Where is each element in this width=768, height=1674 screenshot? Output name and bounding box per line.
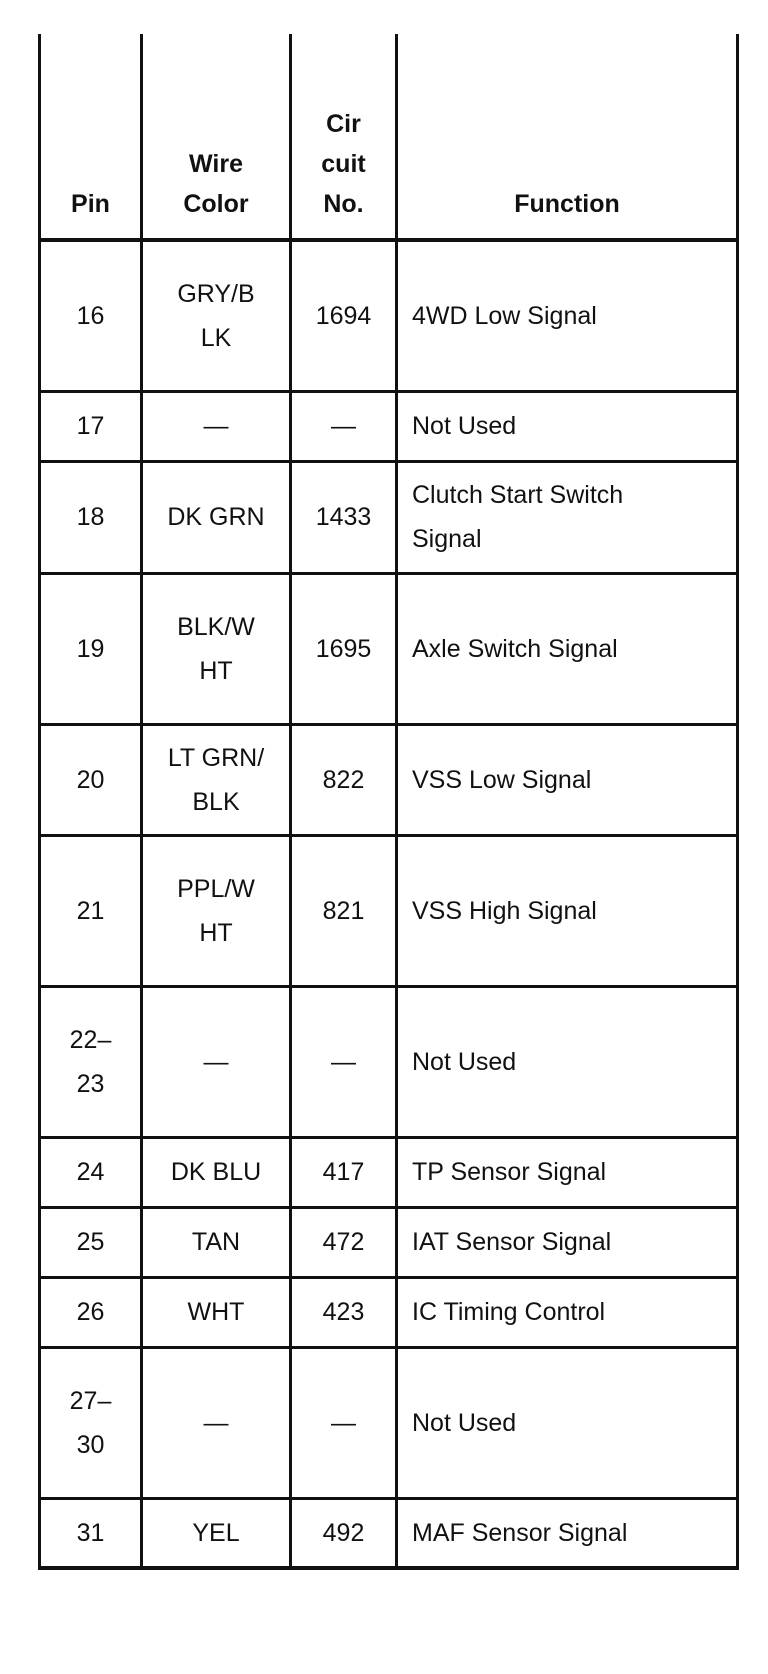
wire-color-cell: DK BLU	[142, 1137, 291, 1207]
table-row	[40, 240, 738, 391]
function-cell: IAT Sensor Signal	[397, 1207, 738, 1277]
circuit-cell: 417	[291, 1137, 397, 1207]
circuit-cell: 1433	[291, 461, 397, 573]
wire-color-cell: PPL/W HT	[142, 835, 291, 986]
pin-cell: 26	[40, 1277, 142, 1347]
function-cell: IC Timing Control	[397, 1277, 738, 1347]
function-cell: VSS High Signal	[397, 835, 738, 986]
table-row	[40, 986, 738, 1137]
wire-color-cell: BLK/W HT	[142, 573, 291, 724]
circuit-cell: —	[291, 391, 397, 461]
pin-cell: 17	[40, 391, 142, 461]
circuit-cell: —	[291, 1347, 397, 1498]
wire-color-cell: TAN	[142, 1207, 291, 1277]
function-cell: Axle Switch Signal	[397, 573, 738, 724]
table-row	[40, 1137, 738, 1207]
circuit-cell: 492	[291, 1498, 397, 1568]
wire-color-cell: —	[142, 986, 291, 1137]
pin-cell: 19	[40, 573, 142, 724]
wire-color-cell: WHT	[142, 1277, 291, 1347]
circuit-cell: 822	[291, 724, 397, 835]
pin-cell: 16	[40, 240, 142, 391]
header-wire-color: Wire Color	[142, 34, 291, 240]
table-row	[40, 1277, 738, 1347]
pin-cell: 27– 30	[40, 1347, 142, 1498]
wire-color-cell: —	[142, 391, 291, 461]
wire-color-cell: LT GRN/ BLK	[142, 724, 291, 835]
table-row	[40, 1347, 738, 1498]
table-row	[40, 835, 738, 986]
circuit-cell: 472	[291, 1207, 397, 1277]
function-cell: Clutch Start Switch Signal	[397, 461, 738, 573]
table-header-row	[40, 34, 738, 240]
circuit-cell: 1695	[291, 573, 397, 724]
function-cell: VSS Low Signal	[397, 724, 738, 835]
table-row	[40, 724, 738, 835]
circuit-cell: 1694	[291, 240, 397, 391]
function-cell: MAF Sensor Signal	[397, 1498, 738, 1568]
wire-color-cell: GRY/B LK	[142, 240, 291, 391]
wire-color-cell: —	[142, 1347, 291, 1498]
table-row	[40, 1498, 738, 1568]
pin-cell: 21	[40, 835, 142, 986]
circuit-cell: 423	[291, 1277, 397, 1347]
table-row	[40, 573, 738, 724]
header-circuit-no: Cir cuit No.	[291, 34, 397, 240]
function-cell: 4WD Low Signal	[397, 240, 738, 391]
function-cell: Not Used	[397, 391, 738, 461]
function-cell: Not Used	[397, 986, 738, 1137]
pin-cell: 25	[40, 1207, 142, 1277]
table-row	[40, 461, 738, 573]
wire-color-cell: YEL	[142, 1498, 291, 1568]
pin-cell: 31	[40, 1498, 142, 1568]
pin-cell: 24	[40, 1137, 142, 1207]
table-row	[40, 391, 738, 461]
pin-cell: 18	[40, 461, 142, 573]
table-row	[40, 1207, 738, 1277]
connector-pin-table	[38, 34, 739, 1570]
header-function: Function	[397, 34, 738, 240]
function-cell: TP Sensor Signal	[397, 1137, 738, 1207]
header-pin: Pin	[40, 34, 142, 240]
pin-cell: 22– 23	[40, 986, 142, 1137]
circuit-cell: 821	[291, 835, 397, 986]
function-cell: Not Used	[397, 1347, 738, 1498]
wire-color-cell: DK GRN	[142, 461, 291, 573]
circuit-cell: —	[291, 986, 397, 1137]
pin-cell: 20	[40, 724, 142, 835]
